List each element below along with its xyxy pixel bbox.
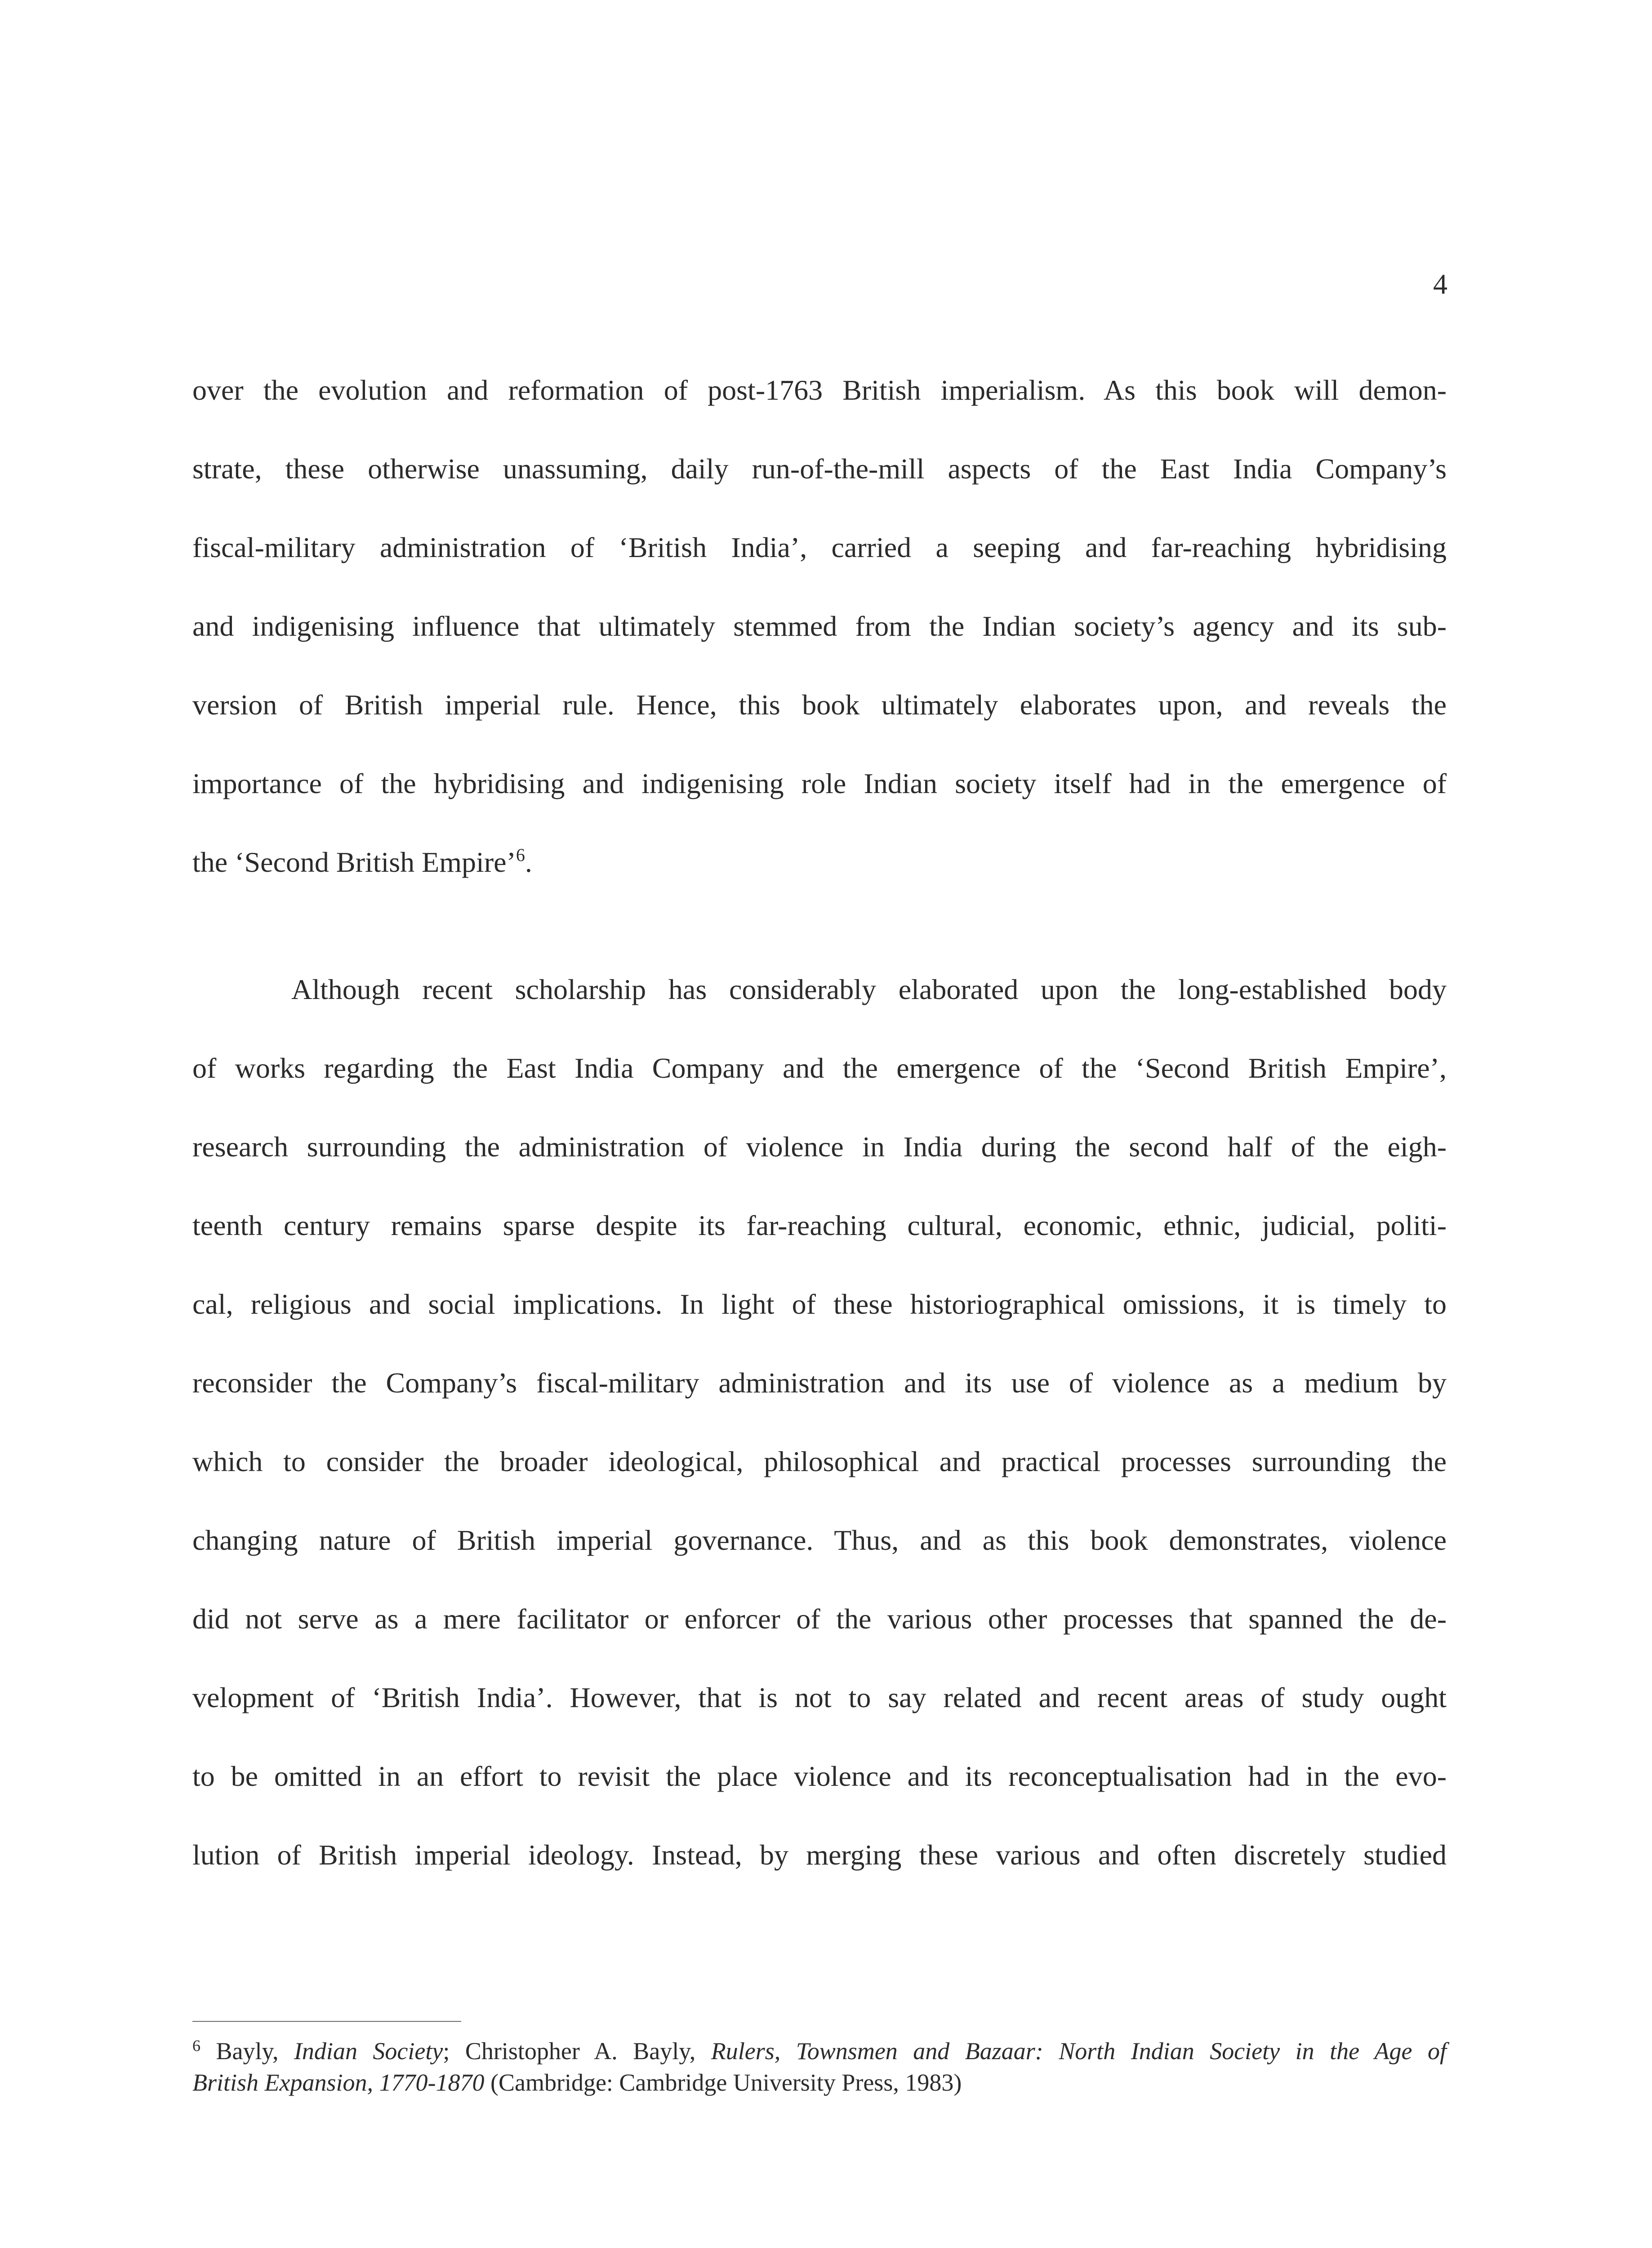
footnote-title: Indian Society: [294, 2038, 443, 2065]
footnote-line: [192, 2037, 1447, 2068]
paragraph-line: over the evolution and reformation of post-1763 British imperialism. As this book will demon-: [192, 374, 1447, 406]
footnote-title: Rulers, Townsmen and Bazaar: North Indian Society in the Age of: [711, 2038, 1447, 2065]
footnote-separator-char: ;: [443, 2038, 450, 2065]
footnote-number: 6: [192, 2037, 200, 2055]
paragraph-line: lution of British imperial ideology. Instead, by merging these various and often discretely studied: [192, 1839, 1447, 1871]
paragraph-last-line: [192, 823, 1447, 901]
paragraph-line: did not serve as a mere facilitator or enforcer of the various other processes that spanned the de-: [192, 1603, 1447, 1635]
footnote: [192, 2037, 1447, 2097]
paragraph-line: version of British imperial rule. Hence, this book ultimately elaborates upon, and reveals the: [192, 689, 1447, 721]
footnote-line: [192, 2068, 1447, 2097]
paragraph-line-text: the ‘Second British Empire’: [192, 846, 516, 878]
footnote-publication: (Cambridge: Cambridge University Press, 1983): [490, 2069, 962, 2096]
footnote-author: Bayly,: [216, 2038, 279, 2065]
paragraph-line: fiscal-military administration of ‘British India’, carried a seeping and far-reaching hybridising: [192, 531, 1447, 563]
paragraph-line: importance of the hybridising and indigenising role Indian society itself had in the emergence of: [192, 767, 1447, 799]
footnote-title: British Expansion, 1770-1870: [192, 2069, 485, 2096]
paragraph-line: research surrounding the administration of violence in India during the second half of the eigh-: [192, 1131, 1447, 1163]
footnote-author: Christopher A. Bayly,: [465, 2038, 696, 2065]
footnote-reference[interactable]: 6: [516, 845, 525, 865]
paragraph-1: [192, 351, 1447, 901]
paragraph-line-end: .: [525, 846, 532, 878]
paragraph-line: of works regarding the East India Company and the emergence of the ‘Second British Empire’,: [192, 1052, 1447, 1084]
paragraph-line: cal, religious and social implications. In light of these historiographical omissions, it is timely to: [192, 1288, 1447, 1320]
paragraph-line: teenth century remains sparse despite its far-reaching cultural, economic, ethnic, judicial, politi-: [192, 1209, 1447, 1241]
paragraph-line: strate, these otherwise unassuming, daily run-of-the-mill aspects of the East India Company’s: [192, 453, 1447, 485]
page-number: 4: [1433, 268, 1447, 300]
paragraph-line: which to consider the broader ideological, philosophical and practical processes surrounding the: [192, 1445, 1447, 1477]
paragraph-line: changing nature of British imperial governance. Thus, and as this book demonstrates, violence: [192, 1524, 1447, 1556]
paragraph-line: Although recent scholarship has considerably elaborated upon the long-established body: [291, 973, 1447, 1005]
paragraph-2: [192, 950, 1447, 1894]
paragraph-line: and indigenising influence that ultimately stemmed from the Indian society’s agency and its sub-: [192, 610, 1447, 642]
footnote-separator: [192, 2021, 461, 2022]
paragraph-line: to be omitted in an effort to revisit the place violence and its reconceptualisation had in the evo-: [192, 1760, 1447, 1792]
paragraph-line: velopment of ‘British India’. However, that is not to say related and recent areas of study ought: [192, 1682, 1447, 1713]
paragraph-line: reconsider the Company’s fiscal-military administration and its use of violence as a medium by: [192, 1367, 1447, 1399]
